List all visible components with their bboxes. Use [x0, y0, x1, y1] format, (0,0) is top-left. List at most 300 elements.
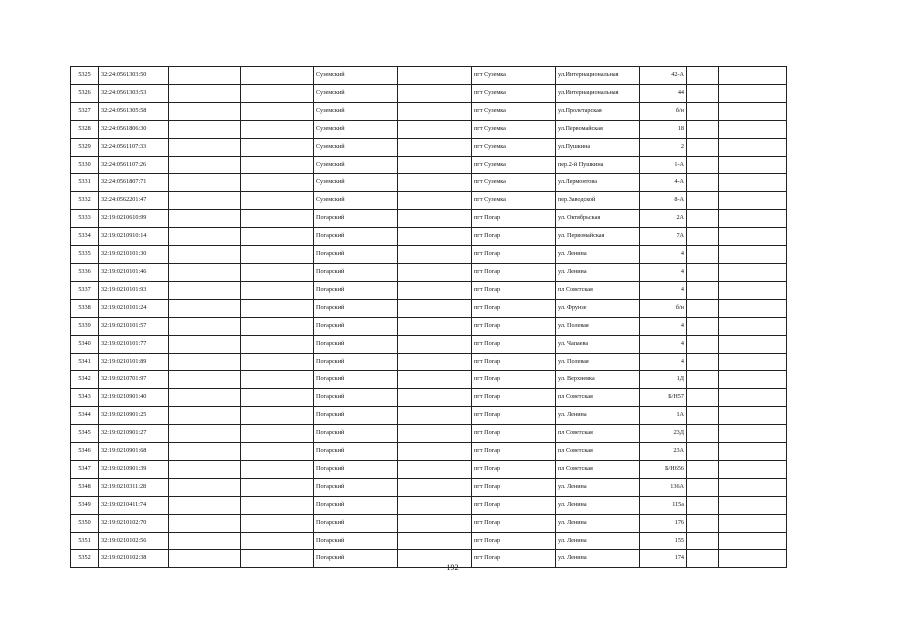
cadastral-number-cell: 32:24:0561303:53 [99, 84, 169, 102]
row-number-cell: 5331 [71, 174, 99, 192]
district-cell: Суземский [314, 67, 398, 85]
district-cell: Суземский [314, 84, 398, 102]
district-cell: Погарский [314, 443, 398, 461]
cadastral-number-cell: 32:19:0210101:57 [99, 317, 169, 335]
row-number-cell: 5347 [71, 460, 99, 478]
empty-cell [169, 389, 241, 407]
house-number-cell: 2 [640, 138, 687, 156]
house-number-cell: б/н [640, 102, 687, 120]
empty-cell [169, 317, 241, 335]
empty-cell [687, 246, 719, 264]
empty-cell [169, 514, 241, 532]
cadastral-number-cell: 32:19:0210411:74 [99, 496, 169, 514]
empty-cell [719, 174, 787, 192]
empty-cell [169, 246, 241, 264]
house-number-cell: б/н [640, 299, 687, 317]
empty-cell [398, 317, 472, 335]
district-cell: Погарский [314, 281, 398, 299]
district-cell: Погарский [314, 317, 398, 335]
empty-cell [241, 228, 314, 246]
empty-cell [687, 496, 719, 514]
row-number-cell: 5325 [71, 67, 99, 85]
cadastral-number-cell: 32:19:0210101:93 [99, 281, 169, 299]
street-cell: пл Советская [556, 460, 640, 478]
cadastral-number-cell: 32:24:0561107:33 [99, 138, 169, 156]
empty-cell [719, 210, 787, 228]
house-number-cell: 4 [640, 246, 687, 264]
table-row [71, 425, 787, 443]
empty-cell [687, 425, 719, 443]
table-row [71, 353, 787, 371]
row-number-cell: 5327 [71, 102, 99, 120]
row-number-cell: 5346 [71, 443, 99, 461]
table-row [71, 67, 787, 85]
row-number-cell: 5326 [71, 84, 99, 102]
table-row [71, 532, 787, 550]
empty-cell [398, 335, 472, 353]
empty-cell [398, 192, 472, 210]
table-row [71, 478, 787, 496]
empty-cell [687, 407, 719, 425]
settlement-cell: пгт Погар [472, 478, 556, 496]
cadastral-number-cell: 32:19:0210311:28 [99, 478, 169, 496]
empty-cell [241, 281, 314, 299]
row-number-cell: 5339 [71, 317, 99, 335]
empty-cell [687, 84, 719, 102]
house-number-cell: 4 [640, 335, 687, 353]
settlement-cell: пгт Погар [472, 407, 556, 425]
settlement-cell: пгт Погар [472, 317, 556, 335]
empty-cell [398, 407, 472, 425]
empty-cell [241, 210, 314, 228]
district-cell: Погарский [314, 460, 398, 478]
table-row [71, 228, 787, 246]
street-cell: ул. Первомайская [556, 228, 640, 246]
cadastral-number-cell: 32:24:0562201:47 [99, 192, 169, 210]
empty-cell [719, 120, 787, 138]
settlement-cell: пгт Погар [472, 335, 556, 353]
house-number-cell: 1-А [640, 156, 687, 174]
house-number-cell: 44 [640, 84, 687, 102]
cadastral-number-cell: 32:19:0210901:27 [99, 425, 169, 443]
empty-cell [719, 496, 787, 514]
district-cell: Погарский [314, 407, 398, 425]
empty-cell [169, 478, 241, 496]
cadastral-number-cell: 32:19:0210102:38 [99, 550, 169, 568]
house-number-cell: 4-А [640, 174, 687, 192]
empty-cell [398, 210, 472, 228]
house-number-cell: 1А [640, 407, 687, 425]
empty-cell [398, 478, 472, 496]
settlement-cell: пгт Суземка [472, 84, 556, 102]
empty-cell [241, 371, 314, 389]
row-number-cell: 5332 [71, 192, 99, 210]
empty-cell [687, 371, 719, 389]
empty-cell [719, 514, 787, 532]
row-number-cell: 5341 [71, 353, 99, 371]
settlement-cell: пгт Погар [472, 299, 556, 317]
street-cell: ул. Ленина [556, 246, 640, 264]
empty-cell [241, 514, 314, 532]
house-number-cell: 174 [640, 550, 687, 568]
empty-cell [241, 67, 314, 85]
street-cell: ул. Полевая [556, 353, 640, 371]
empty-cell [241, 174, 314, 192]
page-number: 192 [446, 563, 459, 572]
row-number-cell: 5350 [71, 514, 99, 532]
street-cell: ул. Ленина [556, 407, 640, 425]
row-number-cell: 5336 [71, 263, 99, 281]
empty-cell [398, 156, 472, 174]
empty-cell [398, 174, 472, 192]
empty-cell [719, 317, 787, 335]
empty-cell [687, 67, 719, 85]
settlement-cell: пгт Суземка [472, 120, 556, 138]
empty-cell [687, 210, 719, 228]
empty-cell [169, 67, 241, 85]
house-number-cell: 7А [640, 228, 687, 246]
house-number-cell: 23Д [640, 425, 687, 443]
empty-cell [398, 228, 472, 246]
table-row [71, 317, 787, 335]
empty-cell [241, 407, 314, 425]
empty-cell [241, 353, 314, 371]
empty-cell [687, 263, 719, 281]
settlement-cell: пгт Суземка [472, 102, 556, 120]
settlement-cell: пгт Погар [472, 443, 556, 461]
empty-cell [687, 120, 719, 138]
empty-cell [169, 335, 241, 353]
empty-cell [719, 353, 787, 371]
cadastral-number-cell: 32:24:0561305:58 [99, 102, 169, 120]
settlement-cell: пгт Погар [472, 514, 556, 532]
house-number-cell: 4 [640, 281, 687, 299]
district-cell: Суземский [314, 120, 398, 138]
cadastral-number-cell: 32:19:0210101:46 [99, 263, 169, 281]
table-row [71, 102, 787, 120]
row-number-cell: 5333 [71, 210, 99, 228]
empty-cell [398, 84, 472, 102]
settlement-cell: пгт Погар [472, 389, 556, 407]
empty-cell [241, 460, 314, 478]
empty-cell [398, 389, 472, 407]
house-number-cell: 136А [640, 478, 687, 496]
house-number-cell: 115а [640, 496, 687, 514]
table-row [71, 156, 787, 174]
street-cell: пер.Заводской [556, 192, 640, 210]
empty-cell [169, 210, 241, 228]
empty-cell [241, 120, 314, 138]
district-cell: Погарский [314, 371, 398, 389]
empty-cell [687, 443, 719, 461]
cadastral-number-cell: 32:24:0561806:30 [99, 120, 169, 138]
cadastral-number-cell: 32:19:0210901:39 [99, 460, 169, 478]
empty-cell [719, 246, 787, 264]
empty-cell [241, 138, 314, 156]
empty-cell [169, 496, 241, 514]
empty-cell [687, 335, 719, 353]
empty-cell [719, 67, 787, 85]
row-number-cell: 5344 [71, 407, 99, 425]
empty-cell [241, 443, 314, 461]
district-cell: Суземский [314, 192, 398, 210]
settlement-cell: пгт Погар [472, 550, 556, 568]
row-number-cell: 5345 [71, 425, 99, 443]
empty-cell [169, 228, 241, 246]
street-cell: ул. Верхневка [556, 371, 640, 389]
street-cell: ул. Октябрьская [556, 210, 640, 228]
empty-cell [398, 425, 472, 443]
district-cell: Погарский [314, 425, 398, 443]
empty-cell [169, 138, 241, 156]
empty-cell [719, 443, 787, 461]
settlement-cell: пгт Погар [472, 246, 556, 264]
empty-cell [719, 532, 787, 550]
street-cell: ул.Пушкина [556, 138, 640, 156]
settlement-cell: пгт Погар [472, 496, 556, 514]
cadastral-number-cell: 32:19:0210101:30 [99, 246, 169, 264]
cadastral-number-cell: 32:19:0210101:77 [99, 335, 169, 353]
empty-cell [687, 192, 719, 210]
row-number-cell: 5351 [71, 532, 99, 550]
empty-cell [241, 299, 314, 317]
empty-cell [719, 156, 787, 174]
empty-cell [687, 156, 719, 174]
table-body [71, 67, 787, 568]
empty-cell [687, 532, 719, 550]
empty-cell [719, 425, 787, 443]
street-cell: ул. Фрунзе [556, 299, 640, 317]
empty-cell [398, 120, 472, 138]
table-row [71, 84, 787, 102]
street-cell: ул.Интернациональная [556, 84, 640, 102]
empty-cell [687, 174, 719, 192]
empty-cell [398, 496, 472, 514]
house-number-cell: 155 [640, 532, 687, 550]
table-row [71, 120, 787, 138]
empty-cell [719, 478, 787, 496]
table-row [71, 460, 787, 478]
empty-cell [719, 335, 787, 353]
street-cell: ул.Пролетарская [556, 102, 640, 120]
street-cell: ул.Первомайская [556, 120, 640, 138]
empty-cell [687, 138, 719, 156]
row-number-cell: 5328 [71, 120, 99, 138]
empty-cell [169, 460, 241, 478]
empty-cell [398, 532, 472, 550]
empty-cell [719, 102, 787, 120]
empty-cell [687, 514, 719, 532]
house-number-cell: 4 [640, 353, 687, 371]
settlement-cell: пгт Погар [472, 353, 556, 371]
empty-cell [719, 228, 787, 246]
district-cell: Суземский [314, 102, 398, 120]
table-row [71, 281, 787, 299]
cadastral-number-cell: 32:19:0210701:97 [99, 371, 169, 389]
registry-table [70, 66, 787, 568]
house-number-cell: 1Д [640, 371, 687, 389]
cadastral-number-cell: 32:19:0210901:25 [99, 407, 169, 425]
row-number-cell: 5349 [71, 496, 99, 514]
empty-cell [398, 353, 472, 371]
table-row [71, 192, 787, 210]
district-cell: Погарский [314, 335, 398, 353]
empty-cell [169, 102, 241, 120]
street-cell: ул. Полевая [556, 317, 640, 335]
empty-cell [241, 84, 314, 102]
cadastral-number-cell: 32:19:0210901:68 [99, 443, 169, 461]
empty-cell [719, 407, 787, 425]
empty-cell [169, 371, 241, 389]
empty-cell [687, 389, 719, 407]
district-cell: Погарский [314, 246, 398, 264]
empty-cell [719, 281, 787, 299]
empty-cell [169, 407, 241, 425]
empty-cell [241, 102, 314, 120]
empty-cell [241, 335, 314, 353]
empty-cell [398, 281, 472, 299]
empty-cell [687, 478, 719, 496]
empty-cell [398, 299, 472, 317]
street-cell: ул.Интернациональная [556, 67, 640, 85]
table-row [71, 335, 787, 353]
table-row [71, 514, 787, 532]
table-row [71, 246, 787, 264]
street-cell: пл Советская [556, 281, 640, 299]
table-row [71, 389, 787, 407]
settlement-cell: пгт Погар [472, 425, 556, 443]
table-row [71, 407, 787, 425]
table-row [71, 138, 787, 156]
settlement-cell: пгт Суземка [472, 67, 556, 85]
empty-cell [719, 389, 787, 407]
cadastral-number-cell: 32:24:0561107:26 [99, 156, 169, 174]
district-cell: Суземский [314, 138, 398, 156]
cadastral-number-cell: 32:24:0561303:50 [99, 67, 169, 85]
empty-cell [719, 460, 787, 478]
empty-cell [398, 102, 472, 120]
row-number-cell: 5329 [71, 138, 99, 156]
street-cell: пер.2-й Пушкина [556, 156, 640, 174]
cadastral-number-cell: 32:24:0561807:71 [99, 174, 169, 192]
house-number-cell: Б/Н656 [640, 460, 687, 478]
empty-cell [687, 353, 719, 371]
cadastral-number-cell: 32:19:0210901:40 [99, 389, 169, 407]
cadastral-number-cell: 32:19:0210610:99 [99, 210, 169, 228]
table-row [71, 371, 787, 389]
empty-cell [241, 263, 314, 281]
empty-cell [687, 281, 719, 299]
empty-cell [719, 263, 787, 281]
house-number-cell: 4 [640, 317, 687, 335]
empty-cell [169, 263, 241, 281]
empty-cell [398, 138, 472, 156]
row-number-cell: 5352 [71, 550, 99, 568]
house-number-cell: 8-А [640, 192, 687, 210]
empty-cell [169, 353, 241, 371]
house-number-cell: 18 [640, 120, 687, 138]
empty-cell [241, 496, 314, 514]
empty-cell [169, 174, 241, 192]
empty-cell [169, 84, 241, 102]
empty-cell [169, 425, 241, 443]
empty-cell [169, 192, 241, 210]
district-cell: Суземский [314, 174, 398, 192]
table-row [71, 443, 787, 461]
empty-cell [241, 317, 314, 335]
district-cell: Погарский [314, 532, 398, 550]
street-cell: ул. Ленина [556, 532, 640, 550]
row-number-cell: 5340 [71, 335, 99, 353]
district-cell: Погарский [314, 299, 398, 317]
house-number-cell: 176 [640, 514, 687, 532]
row-number-cell: 5348 [71, 478, 99, 496]
cadastral-number-cell: 32:19:0210102:56 [99, 532, 169, 550]
empty-cell [719, 138, 787, 156]
district-cell: Погарский [314, 228, 398, 246]
row-number-cell: 5335 [71, 246, 99, 264]
empty-cell [398, 67, 472, 85]
street-cell: ул. Ленина [556, 496, 640, 514]
table-row [71, 299, 787, 317]
empty-cell [719, 192, 787, 210]
empty-cell [241, 532, 314, 550]
cadastral-number-cell: 32:19:0210101:24 [99, 299, 169, 317]
district-cell: Погарский [314, 550, 398, 568]
settlement-cell: пгт Погар [472, 228, 556, 246]
street-cell: пл Советская [556, 443, 640, 461]
row-number-cell: 5334 [71, 228, 99, 246]
settlement-cell: пгт Погар [472, 281, 556, 299]
district-cell: Суземский [314, 156, 398, 174]
empty-cell [687, 460, 719, 478]
house-number-cell: 23А [640, 443, 687, 461]
cadastral-number-cell: 32:19:0210101:89 [99, 353, 169, 371]
settlement-cell: пгт Суземка [472, 174, 556, 192]
settlement-cell: пгт Суземка [472, 156, 556, 174]
empty-cell [241, 425, 314, 443]
row-number-cell: 5342 [71, 371, 99, 389]
empty-cell [241, 156, 314, 174]
empty-cell [241, 478, 314, 496]
house-number-cell: 42-А [640, 67, 687, 85]
empty-cell [169, 532, 241, 550]
empty-cell [169, 299, 241, 317]
empty-cell [398, 514, 472, 532]
empty-cell [687, 299, 719, 317]
street-cell: ул. Ленина [556, 550, 640, 568]
settlement-cell: пгт Погар [472, 263, 556, 281]
street-cell: ул. Чапаева [556, 335, 640, 353]
house-number-cell: 2А [640, 210, 687, 228]
empty-cell [169, 156, 241, 174]
empty-cell [687, 228, 719, 246]
table-row [71, 263, 787, 281]
district-cell: Погарский [314, 514, 398, 532]
empty-cell [719, 299, 787, 317]
empty-cell [398, 263, 472, 281]
house-number-cell: Б/Н57 [640, 389, 687, 407]
settlement-cell: пгт Погар [472, 532, 556, 550]
empty-cell [241, 246, 314, 264]
row-number-cell: 5343 [71, 389, 99, 407]
cadastral-number-cell: 32:19:0210102:70 [99, 514, 169, 532]
empty-cell [719, 371, 787, 389]
empty-cell [719, 84, 787, 102]
district-cell: Погарский [314, 353, 398, 371]
empty-cell [398, 460, 472, 478]
empty-cell [241, 192, 314, 210]
